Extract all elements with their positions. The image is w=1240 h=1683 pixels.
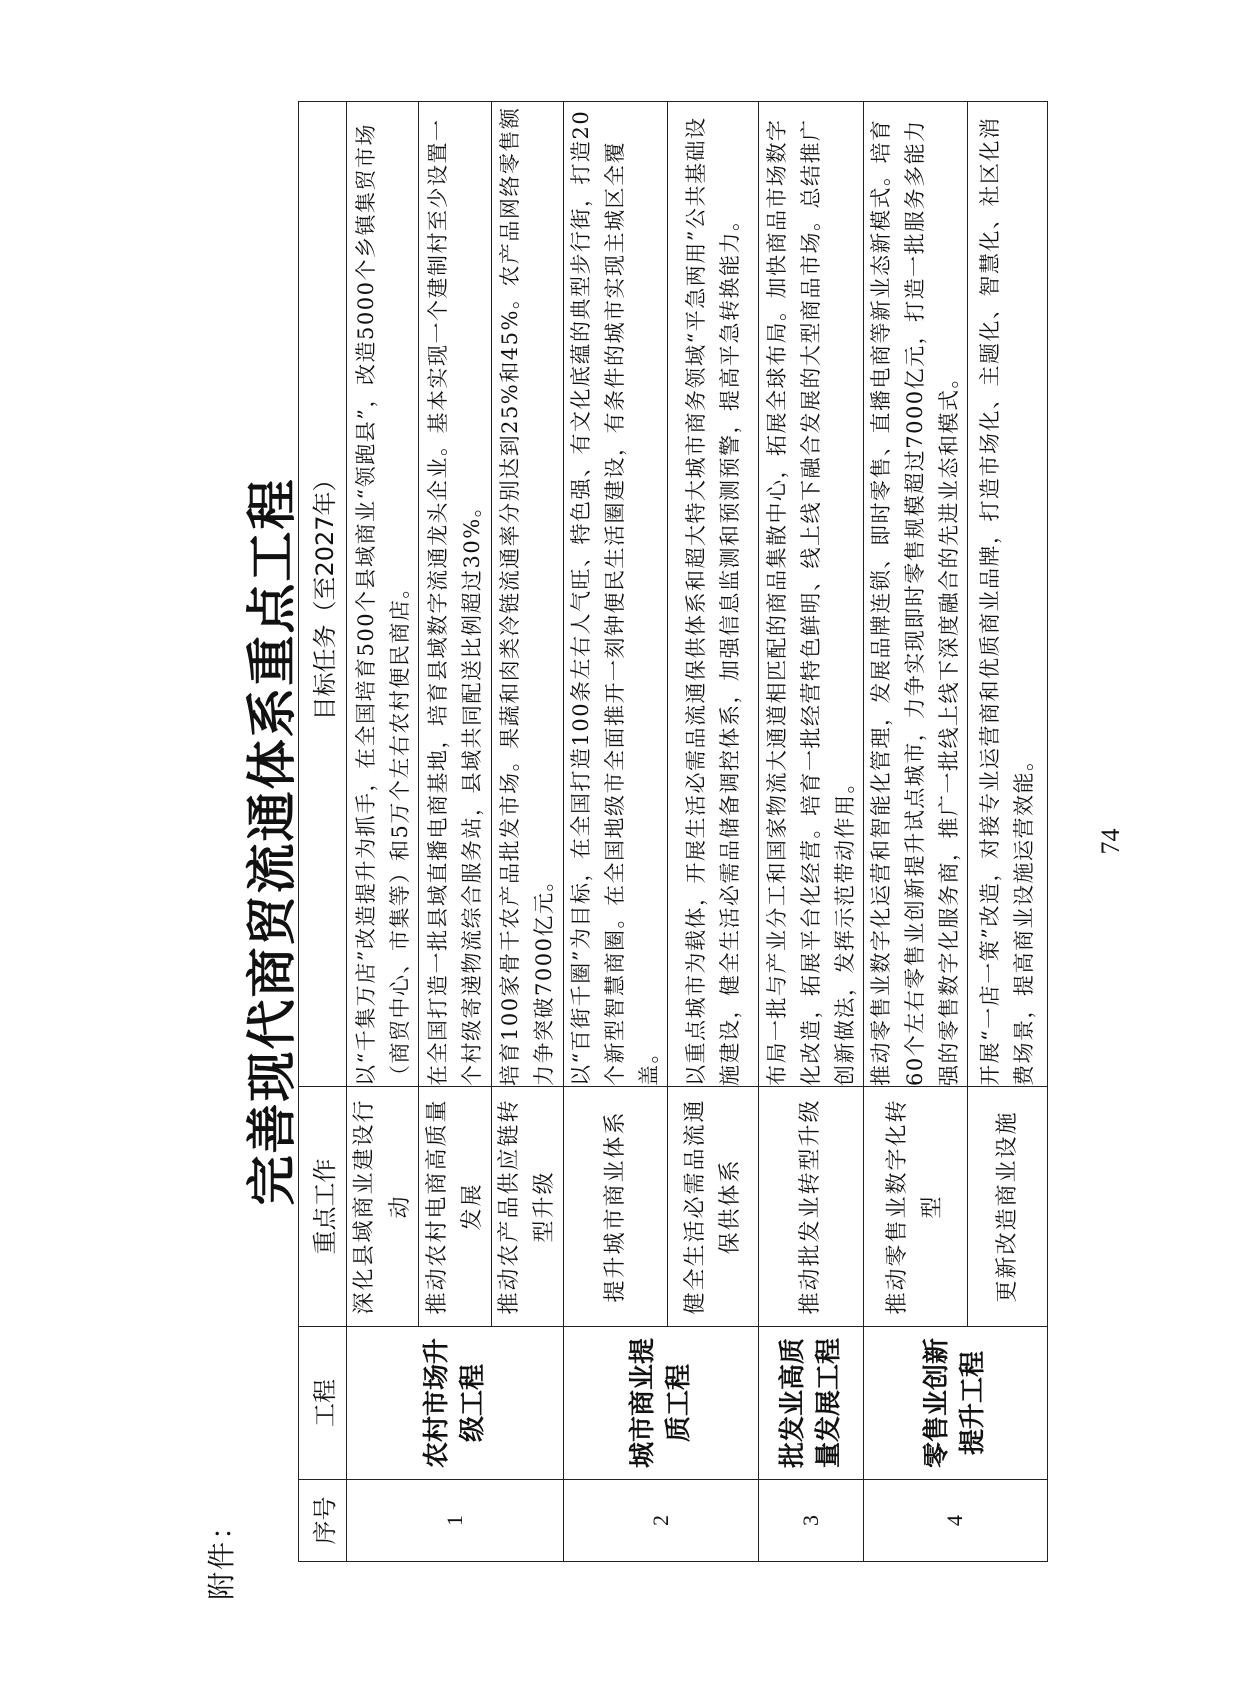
header-work: 重点工作 — [299, 1087, 347, 1327]
header-task: 目标任务（至2027年） — [299, 102, 347, 1087]
task-text: 以重点城市为载体，开展生活必需品流通保供体系和超大特大城市商务领域“平急两用”公共基础设施建设，健全生活必需品储备调控体系，加强信息监测和预测预警，提高平急转换能力。 — [668, 102, 759, 1087]
key-projects-table — [298, 101, 1048, 1562]
row-number: 4 — [863, 1480, 1047, 1562]
work-item: 提升城市商业体系 — [563, 1087, 667, 1327]
task-text: 以“千集万店”改造提升为抓手，在全国培育500个县域商业“领跑县”，改造5000个乡镇集贸市场（商贸中心、市集等）和5万个左右农村便民商店。 — [347, 102, 419, 1087]
header-no: 序号 — [299, 1480, 347, 1562]
document-title: 完善现代商贸流通体系重点工程 — [242, 477, 301, 1206]
task-text: 培育100家骨干农产品批发市场。果蔬和肉类冷链流通率分别达到25%和45%。农产品网络零售额力争突破7000亿元。 — [491, 102, 563, 1087]
row-number: 3 — [759, 1480, 863, 1562]
project-name: 农村市场升级工程 — [347, 1327, 564, 1480]
task-text: 布局一批与产业分工和国家物流大通道相匹配的商品集散中心，拓展全球布局。加快商品市场数字化改造，拓展平台化经营。培育一批经营特色鲜明、线上线下融合发展的大型商品市场。总结推广创新做法，发挥示范带动作用。 — [759, 102, 863, 1087]
work-item: 推动批发业转型升级 — [759, 1087, 863, 1327]
table-row — [563, 102, 667, 1562]
work-item: 推动农村电商高质量发展 — [419, 1087, 491, 1327]
project-name: 零售业创新提升工程 — [863, 1327, 1047, 1480]
page-number: 74 — [1096, 828, 1125, 855]
attachment-label: 附件： — [205, 1509, 238, 1600]
table-header-row — [299, 102, 347, 1562]
task-text: 以“百街千圈”为目标，在全国打造100条左右人气旺、特色强、有文化底蕴的典型步行街，打造20个新型智慧商圈。在全国地级市全面推开一刻钟便民生活圈建设，有条件的城市实现主城区全覆盖。 — [563, 102, 667, 1087]
work-item: 健全生活必需品流通保供体系 — [668, 1087, 759, 1327]
project-name: 批发业高质量发展工程 — [759, 1327, 863, 1480]
work-item: 更新改造商业设施 — [967, 1087, 1047, 1327]
task-text: 在全国打造一批县域直播电商基地，培育县域数字流通龙头企业。基本实现一个建制村至少设置一个村级寄递物流综合服务站，县域共同配送比例超过30%。 — [419, 102, 491, 1087]
row-number: 1 — [347, 1480, 564, 1562]
project-name: 城市商业提质工程 — [563, 1327, 758, 1480]
work-item: 推动农产品供应链转型升级 — [491, 1087, 563, 1327]
header-project: 工程 — [299, 1327, 347, 1480]
task-text: 开展“一店一策”改造，对接专业运营商和优质商业品牌，打造市场化、主题化、智慧化、社区化消费场景，提高商业设施运营效能。 — [967, 102, 1047, 1087]
work-item: 深化县域商业建设行动 — [347, 1087, 419, 1327]
work-item: 推动零售业数字化转型 — [863, 1087, 967, 1327]
row-number: 2 — [563, 1480, 758, 1562]
table-row — [759, 102, 863, 1562]
task-text: 推动零售业数字化运营和智能化管理，发展品牌连锁、即时零售、直播电商等新业态新模式。培育60个左右零售业创新提升试点城市，力争实现即时零售规模超过7000亿元，打造一批服务多能力强的零售数字化服务商，推广一批线上线下深度融合的先进业态和模式。 — [863, 102, 967, 1087]
table-row — [863, 102, 967, 1562]
table-row — [347, 102, 419, 1562]
